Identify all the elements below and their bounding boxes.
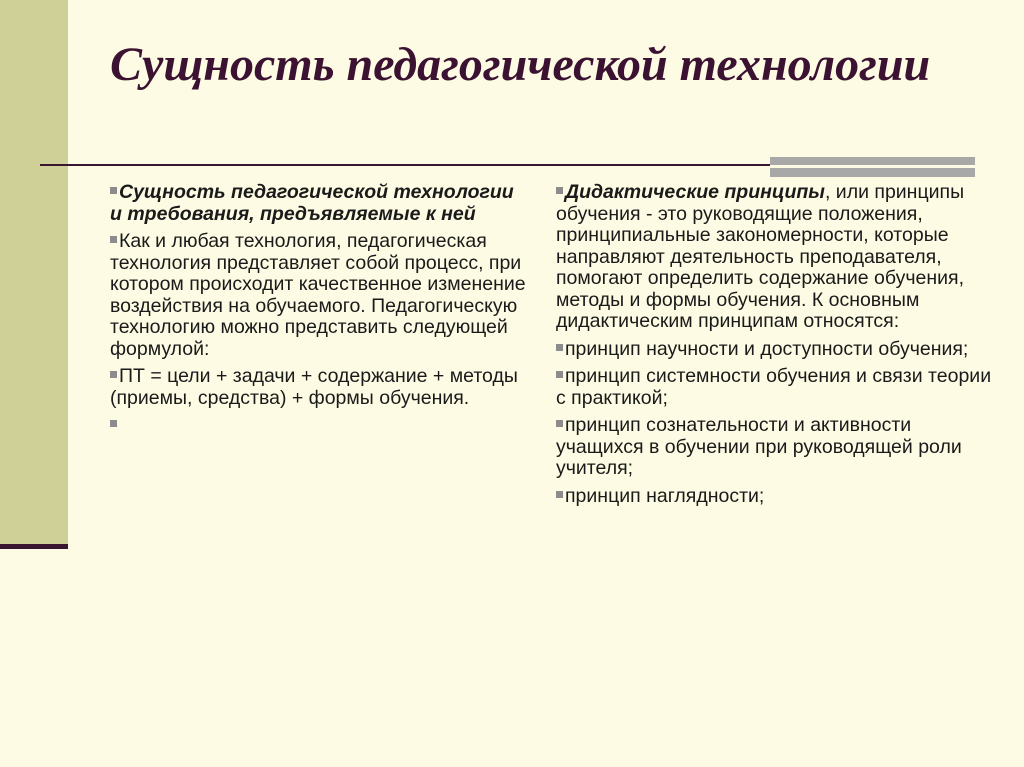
right-bullet-1 xyxy=(556,182,1001,333)
left-band-underline xyxy=(0,544,68,549)
right-bullet-1-lead: Дидактические принципы xyxy=(565,181,825,203)
left-bullet-2 xyxy=(110,231,530,360)
title-divider-accent xyxy=(770,157,975,177)
right-bullet-5 xyxy=(556,486,1001,508)
right-bullet-2 xyxy=(556,339,1001,361)
right-bullet-4 xyxy=(556,415,1001,480)
square-bullet-icon xyxy=(556,344,563,351)
square-bullet-icon xyxy=(556,491,563,498)
right-bullet-3-text: принцип системности обучения и связи теории с практикой; xyxy=(556,365,992,409)
square-bullet-icon xyxy=(110,236,117,243)
right-bullet-3 xyxy=(556,366,1001,409)
right-column xyxy=(556,182,1001,513)
left-bullet-3 xyxy=(110,366,530,409)
left-decorative-band xyxy=(0,0,68,547)
title-divider-line xyxy=(40,164,770,166)
square-bullet-icon xyxy=(556,420,563,427)
right-bullet-5-text: принцип наглядности; xyxy=(565,484,765,507)
square-bullet-icon xyxy=(110,187,117,194)
right-bullet-1-text: , или принципы обучения - это руководящие положения, принципиальные закономерности, которые направляют деятельность преподавателя, помогают определить содержание обучения, методы и формы обучения. К основным дидактическим принципам относятся: xyxy=(556,181,965,332)
right-bullet-2-text: принцип научности и доступности обучения; xyxy=(565,337,969,360)
left-bullet-1 xyxy=(110,182,530,225)
slide-title: Сущность педагогической технологии xyxy=(110,38,931,91)
left-bullet-3-text: ПТ = цели + задачи + содержание + методы (приемы, средства) + формы обучения. xyxy=(110,365,518,409)
left-bullet-4 xyxy=(110,415,530,437)
square-bullet-icon xyxy=(110,420,117,427)
right-bullet-4-text: принцип сознательности и активности учащихся в обучении при руководящей роли учителя; xyxy=(556,414,962,479)
square-bullet-icon xyxy=(110,371,117,378)
left-bullet-2-text: Как и любая технология, педагогическая технология представляет собой процесс, при котором происходит качественное изменение воздействия на обучаемого. Педагогическую технологию можно представить следующей формулой: xyxy=(110,230,526,360)
square-bullet-icon xyxy=(556,187,563,194)
square-bullet-icon xyxy=(556,371,563,378)
left-column xyxy=(110,182,530,443)
left-bullet-1-lead: Сущность педагогической технологии и требования, предъявляемые к ней xyxy=(110,181,514,225)
